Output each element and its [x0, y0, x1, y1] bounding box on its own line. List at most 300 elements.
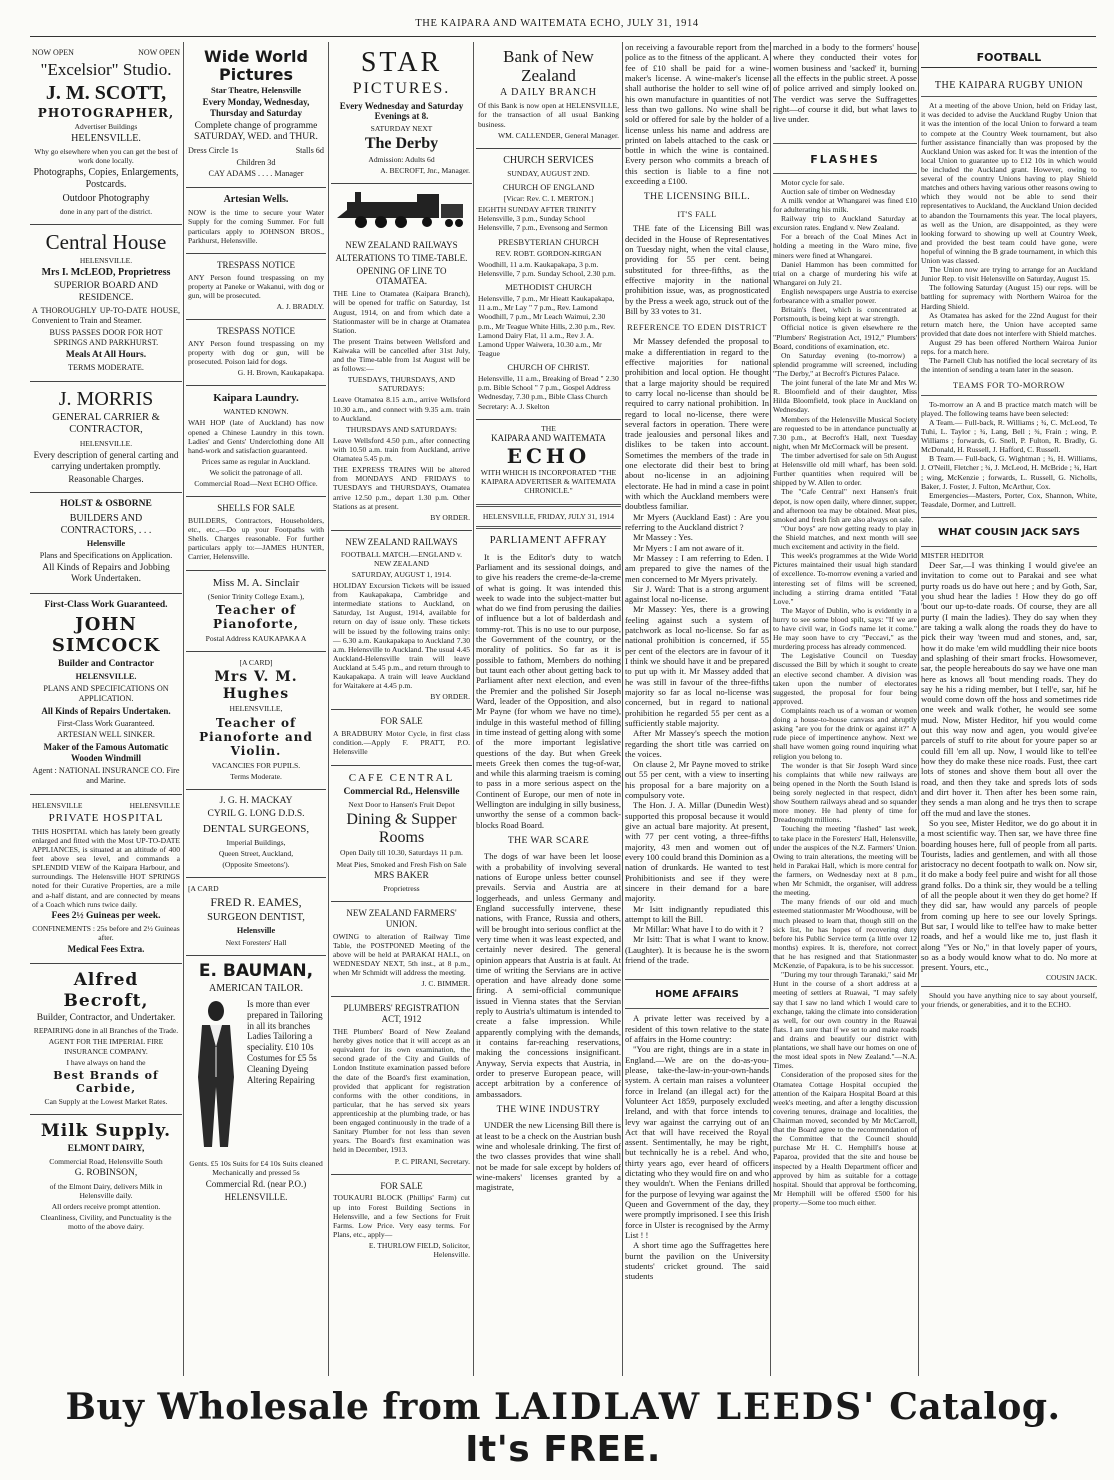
christ-title: CHURCH OF CHRIST. — [507, 362, 590, 373]
footer-post: Catalog. — [889, 1386, 1061, 1428]
dental-buildings: Imperial Buildings, — [226, 837, 286, 847]
wide-world-days: Every Monday, Wednesday, Thursday and Saturday — [202, 97, 310, 119]
rail-days: TUESDAYS, THURSDAYS, AND SATURDAYS: — [347, 375, 456, 394]
becroft-ad — [30, 964, 182, 1115]
artesian-text: NOW is the time to secure your Water Supply for the coming Summer. For full particulars apply to JOHNSON BROS., Parkhurst, Helensville. — [188, 208, 324, 245]
shells-title: SHELLS FOR SALE — [217, 503, 295, 514]
flash-item: Auction sale of timber on Wednesday — [781, 186, 896, 196]
teams-text: To-morrow an A and B practice match match will be played. The following teams have been selected: — [921, 399, 1097, 418]
cousin-jack-to: MISTER HEDITOR — [921, 550, 984, 560]
bauman-gents: Gents. £5 10s Suits for £4 10s Suits cleaned Mechanically and pressed 5s — [189, 1159, 323, 1178]
rugby-union-text-2: The Union now are trying to arrange for an Auckland Junior Rep. to visit Helensville on Saturday, August 15. — [921, 265, 1097, 284]
star-title: STAR — [360, 47, 443, 78]
masthead-the: THE — [541, 423, 556, 433]
header-rule — [30, 36, 1096, 37]
eden-dialogue: Mr Massey : Yes. — [633, 532, 693, 543]
sale2-text: TOUKAURI BLOCK (Phillips' Farm) cut up into Forest Building Sections in Helensville, and a few Sections for Fruit Farms. Low Price. Very easy terms. For Plans, etc., apply— — [333, 1193, 470, 1239]
hughes-town: HELENSVILLE, — [229, 704, 283, 714]
morris-town: HELENSVILLE. — [79, 439, 133, 449]
flash-item: This week's programmes at the Wide World Pictures maintained their usual high standard of excellence. To-morrow evening a varied and interesting set of films will be screened, including a stirring drama entitled "Fatal Love." — [773, 551, 917, 606]
cafe-name: CAFE CENTRAL — [348, 771, 455, 784]
rail2-order: BY ORDER. — [430, 692, 470, 702]
cafe-meat: Meat Pies, Smoked and Fresh Fish on Sale — [336, 859, 467, 869]
war-title: THE WAR SCARE — [507, 836, 590, 847]
rugby-union-text-6: The Parnell Club has notified the local secretary of its the intention of sending a team later in the season. — [921, 356, 1097, 375]
milk-orders: All orders receive prompt attention. — [51, 1201, 161, 1211]
union-title: NEW ZEALAND FARMERS' UNION. — [346, 908, 457, 929]
hughes-ad — [186, 652, 326, 790]
simcock-repairs: All Kinds of Repairs Undertaken. — [41, 705, 171, 716]
rugby-union-text-4: As Otamatea has asked for the 22nd August for their return match here, the Union have accepted same provided that date does not interfere with Shield matches. — [921, 310, 1097, 338]
eames-trade: SURGEON DENTIST, — [207, 911, 305, 923]
eames-name: FRED R. EAMES, — [210, 895, 302, 910]
farmers-union-notice — [331, 902, 472, 997]
footer-pre: Buy Wholesale from — [65, 1386, 481, 1428]
rail-text-1: THE Line to Otamatea (Kaipara Branch), will be opened for traffic on Saturday, 1st August, 1914, on and from which date a Stationmaster will be in charge at Otamatea Station. — [333, 289, 470, 335]
hospital-town: HELENSVILLE — [32, 800, 83, 810]
central-town: HELENSVILLE. — [79, 256, 133, 266]
simcock-maker: Maker of the Famous Automatic Wooden Windmill — [43, 742, 169, 764]
dental-opposite: (Opposite Smeetons'). — [222, 860, 290, 870]
cousin-jack-title: WHAT COUSIN JACK SAYS — [938, 526, 1080, 538]
trespass-signature: G. H. Brown, Kaukapakapa. — [237, 368, 324, 378]
star-days: Every Wednesday and Saturday Evenings at 8. — [339, 100, 464, 122]
studio-name: "Excelsior" Studio. — [40, 59, 172, 79]
milk-text: of the Elmont Dairy, delivers Milk in Helensville daily. — [49, 1181, 163, 1200]
simcock-agent: Agent : NATIONAL INSURANCE CO. Fire and Marine. — [32, 765, 180, 785]
railways-football — [331, 531, 472, 711]
eden-dialogue: After Mr Massey's speech the motion regarding the short title was carried on the voices. — [625, 728, 769, 759]
trespass-title: TRESPASS NOTICE — [217, 259, 295, 270]
rugby-union-title: THE KAIPARA RUGBY UNION — [934, 80, 1084, 92]
milk-name: G. ROBINSON, — [74, 1168, 138, 1179]
becroft-carbide-note: Can Supply at the Lowest Market Rates. — [44, 1097, 168, 1107]
morris-charges: Reasonable Charges. — [68, 473, 144, 484]
shells-text: BUILDERS, Contractors, Householders, etc., etc.,—Do up your Footpaths with Shells. Charges reasonable. For further particulars apply to:—JAMES HUNTER, Carrier, Helensville. — [188, 516, 324, 562]
union-signature: J. C. BIMMER. — [421, 979, 470, 989]
eden-dialogue: Mr Massey : I am referring to Eden. I am prepared to give the names of the men concerned to Mr Myers privately. — [625, 552, 769, 584]
morris-trade: GENERAL CARRIER & CONTRACTOR, — [52, 411, 160, 436]
wide-world-children: Children 3d — [236, 157, 276, 167]
home-affairs-title: HOME AFFAIRS — [655, 989, 739, 1001]
laundry-text: WAH HOP (late of Auckland) has now opened a Chinese Laundry in this town. Ladies' and Gents' Underclothing done All hand-work and satisfaction guaranteed. — [188, 418, 324, 455]
football-title: FOOTBALL — [921, 48, 1097, 68]
eden-dialogue: Mr Isitt indignantly repudiated this attempt to kill the Bill. — [625, 903, 769, 924]
flash-item: On Saturday evening (to-morrow) a splendid programme will screened, including "The Derby," at Becroft's Pictures Palace. — [773, 350, 917, 378]
rail-express: THE EXPRESS TRAINS Will be altered from MONDAYS AND FRIDAYS to TUESDAYS and THURSDAYS, Otamatea arrive 12.50 p.m., depart 1.30 p.m. Other Stations as at present. — [333, 465, 470, 511]
laundry-prices: Prices same as regular in Auckland. — [201, 456, 311, 466]
eden-dialogue: Mr Millar: What have I to do with it ? — [633, 924, 764, 935]
becroft-name: Alfred Becroft, — [63, 970, 149, 1011]
plumbers-signature: P. C. PIRANI, Secretary. — [394, 1156, 470, 1166]
rail-order: BY ORDER. — [430, 512, 470, 522]
sinclair-trade: Teacher of Pianoforte, — [213, 602, 299, 632]
flash-item: The Mayor of Dublin, who is evidently in a hurry to see some blood spilt, says: "If we are to have civil war, in God's name let it come." He may soon have to cry "Peccavi," as the murdering process has already commenced. — [773, 605, 917, 652]
home-affairs-quote-2: A short time ago the Suffragettes here burnt the pavilion on the University students' cricket ground. The said students — [625, 1240, 769, 1282]
wide-world-dress: Dress Circle 1s — [188, 145, 239, 155]
hospital-text: THIS HOSPITAL which has lately been greatly enlarged and fitted with the Most UP-TO-DATE APPLIANCES, is situated at an altitude of 400 feet above sea level, and commands a SPLENDID VIEW of the Kaipara Harbour, and surroundings. The Helensville HOT SPRINGS noted for their Curative Properties, are a mile and a-half distant, and are connected by means of a Coach which runs twice daily. — [32, 826, 180, 909]
flash-item: English newspapers urge Austria to exercise forbearance with a smaller power. — [773, 287, 917, 306]
eames-town: Helensville — [236, 926, 276, 936]
railways-otamatea — [331, 234, 472, 531]
christ-text: Helensville, 11 a.m., Breaking of Bread " 2.30 p.m. Bible School " 7 p.m., Gospel Address Wednesday, 7.30 p.m., Bible Class Church Secretary: A. J. Skelton — [478, 374, 619, 411]
flash-item: The Legislative Council on Tuesday discussed the Bill by which it sought to create an elective second chamber. A division was taken upon the number of electorates suggested, the proposal for four being approved. — [773, 651, 917, 706]
trespass-2 — [186, 320, 326, 386]
pres-title: PRESBYTERIAN CHURCH — [498, 236, 599, 247]
column-rule — [183, 42, 184, 1376]
team-a: A Team.— Full-back, R. Williams ; ¾, C. McLeod, Te Tuhi, L. Taylor ; ¾, Lang, Bell ; ¾, Frain ; wing, P. Williams ; forwards, G. Snell, P. Fulton, R. Bradly, G. McDonald, H. Russell, J. Hafford, C. Russell. — [921, 417, 1097, 455]
church-date: SUNDAY, AUGUST 2ND. — [507, 168, 590, 178]
hospital-confinements: CONFINEMENTS : 25s before and 2½ Guineas after. — [32, 924, 180, 943]
cafe-hours: Open Daily till 10.30, Saturdays 11 p.m. — [340, 848, 463, 858]
trespass-1 — [186, 254, 326, 320]
rail-text-2: The present Trains between Wellsford and Kaiwaka will be cancelled after 31st July, and the Time-table from 1st August will be as follows:— — [333, 336, 470, 374]
eames-ad — [186, 878, 326, 956]
hospital-title: PRIVATE HOSPITAL — [48, 811, 164, 824]
flash-item: Railway trip to Auckland Saturday at excursion rates. England v. New Zealand. — [773, 214, 917, 233]
flash-item: A milk vendor at Whangarei was fined £10 for adulterating his milk. — [773, 195, 917, 215]
rail2-date: SATURDAY, AUGUST 1, 1914. — [351, 569, 452, 579]
flash-item: The joint funeral of the late Mr and Mrs W. R. Bloomfield and of their daughter, Miss Hilda Bloomfield, took place in Auckland on Wednesday. — [773, 378, 917, 415]
flash-item: Britain's fleet, which is concentrated at Portsmouth, is being kept at war strength. — [773, 305, 917, 324]
wide-world-ad — [186, 42, 326, 188]
rail-opening: OPENING OF LINE TO OTAMATEA. — [356, 265, 447, 287]
hospital-fees: Fees 2½ Guineas per week. — [51, 910, 161, 921]
becroft-agent: AGENT FOR THE IMPERIAL FIRE INSURANCE COMPANY. — [48, 1037, 164, 1056]
sinclair-ad — [186, 571, 326, 652]
scott-services: Photographs, Copies, Enlargements, Postcards. — [33, 167, 179, 191]
dateline: HELENSVILLE, FRIDAY, JULY 31, 1914 — [482, 511, 615, 521]
hospital-ad — [30, 795, 182, 965]
morris-text: Every description of general carting and carrying undertaken promptly. — [33, 450, 179, 471]
central-buss: BUSS PASSES DOOR FOR HOT SPRINGS AND PARKHURST. — [49, 327, 163, 347]
holst-trade: BUILDERS AND CONTRACTORS, . . . — [60, 512, 152, 536]
rugby-union-text: At a meeting of the above Union, held on Friday last, it was decided to advise the Auckland Rugby Union that it was the intention of the local Union to forward a team to compete at the Country Week tournament, but also further assistance financially than was proposed by the Auckland Union was asked for. It was the intention of the local Union to guarantee up to £12 10s in which would be included the Auckland grant. However, owing to several of the country Unions having to play Shield matches and others having various other reasons owing to which they would not be able to send their representatives to Auckland, the Auckland Union decided to abandon the Tournaments this year. The local players, as well as the Union, are disappointed, as they were looking forward to showing up well at Country Week, and provided the best team could have gone, were hopeful of winning the B grade tournament, in which this Union was classed. — [921, 101, 1097, 266]
hughes-name: Mrs V. M. Hughes — [214, 668, 298, 702]
footer-brand: LAIDLAW LEEDS' — [494, 1386, 877, 1428]
becroft-carbide-intro: I have always on hand the — [66, 1057, 146, 1067]
bauman-address: Commercial Rd. (near P.O.) — [205, 1179, 307, 1190]
star-next: SATURDAY NEXT — [370, 124, 433, 134]
page-header: THE KAIPARA AND WAITEMATA ECHO, JULY 31, 1914 — [415, 18, 699, 29]
column-5 — [625, 42, 769, 1376]
dental-ad — [186, 790, 326, 878]
column-6 — [773, 42, 917, 1376]
licensing-text: THE fate of the Licensing Bill was decided in the House of Representatives on Tuesday night, when the vital clause, providing for 55 per cent. being substituted for three-fifths, as the effective majority in the national prohibition issue, was, as prognosticated by the Press a week ago, struck out of the Bill by 33 votes to 31. — [625, 223, 769, 316]
bauman-trade: AMERICAN TAILOR. — [208, 983, 303, 995]
milk-motto: Cleanliness, Civility, and Punctuality is the motto of the above dairy. — [40, 1212, 172, 1231]
rail2-title: NEW ZEALAND RAILWAYS — [345, 536, 458, 547]
cafe-dining: Dining & Supper Rooms — [346, 811, 457, 846]
becroft-trade: Builder, Contractor, and Undertaker. — [36, 1012, 176, 1023]
teams-title: TEAMS FOR TO-MORROW — [952, 380, 1066, 391]
plumbers-title: PLUMBERS' REGISTRATION ACT, 1912 — [343, 1003, 460, 1025]
laundry-address: Commercial Road—Next ECHO Office. — [194, 479, 318, 489]
cousin-jack-text: Deer Sar,—I was thinking I would give'ee an invitation to come out to Parakai and see what purty roads us do have out here ; and by Goth, Sar, you shud hear the ladies ! How they do go off 'bout our up-to-date roads. Of course, they are all purty (I main the ladies). They do say when they are taking a walk along the roads they do have to pick their way 'tween mud and stones, and, sar, how it do make 'em wild muddling their nice boots and splashing of their smart frocks. Howsomever, sar, the people hereabouts do say we have one man here as knows all 'bout mending roads. They do say he his a riding member, but I tell'e, sar, hif he would come down off the hoss and sometimes ride one week and walk t'other, he would see some mud. Now, Mister Heditor, hif you would come out this way now and agen, you would give'ee parcels of stuff to rite about for youre paper so ar could fill 'em all up. Now, I would like to tell'ee how they do make these nice roads. Fust, thee cart lots of stones and shove them bout all over the road, and then they take and spreds lots of sods and dirt hover it. Then after hes been some rain, they sends a man along and he trys then to scrape off the mud and lave the stones. — [921, 560, 1097, 818]
column-rule — [473, 42, 474, 1376]
holst-name: HOLST & OSBORNE — [60, 499, 152, 510]
church-title: CHURCH SERVICES — [503, 154, 594, 166]
flash-item: The "Cafe Central" next Hansen's fruit depot, is now open daily, where dinner, supper, and afternoon tea may be obtained. Meat pies, smoked and fresh fish are also always on sale. — [773, 487, 917, 524]
licensing-title: THE LICENSING BILL. — [643, 192, 751, 203]
affray-text: It is the Editor's duty to watch Parliament and its sessional doings, and to give his readers the creme-de-la-creme of what is going. It was intended this week to wade into the subject-matter but what do we find from perusing the dailies of influence but a lot of balderdash and tommy-rot. This is no use to our purpose, the Government of the country, or the morality of politics. So far as it is possible to fathom, Members do nothing but taunt each other about getting back to Parliament after next election, and even the Premier and the polished Sir Joseph Ward, leader of the Opposition, and also Mr Payne (for whom we have no time), indulge in this wasteful method of filling in time instead of getting along with some of the more important legislative questions of the day. But when Greek meets Greek then comes the tug-of-war, and while this alarming traeism is coming to pass in a more serious aspect on the Continent of Europe, our men of note in Wellington are indulging in silly business, unworthy the sense of a common back-blocks Road Board. — [476, 551, 621, 830]
now-open: NOW OPEN — [32, 48, 74, 57]
sale-title: FOR SALE — [380, 716, 423, 727]
simcock-town: HELENSVILLE. — [75, 672, 137, 682]
rail-alterations: ALTERATIONS TO TIME-TABLE. — [335, 252, 468, 263]
home-affairs-text: A private letter was received by a resident of this town relative to the state of affairs in the Home country: — [625, 1013, 769, 1045]
cafe-proprietress: Proprietress — [383, 884, 420, 894]
flash-item: "Our boys" are now getting ready to play in the Shield matches, and next month will see much excitement and activity in the field. — [773, 523, 917, 552]
flash-item: Complaints reach us of a woman or women doing a house-to-house canvass and abruptly asking "are you for the drink or against it?" A rude piece of impertinence anyhow. Next we shall have women going round inquiring what religion you belong to. — [773, 706, 917, 761]
long-name: CYRIL G. LONG D.D.S. — [207, 809, 305, 820]
wide-world-theatre: Star Theatre, Helensville — [211, 85, 301, 96]
masthead-echo: ECHO — [506, 443, 591, 468]
column-rule — [622, 42, 623, 1376]
coe-text: EIGHTH SUNDAY AFTER TRINITY Helensville, 3 p.m., Sunday School Helensville, 7 p.m., Evensong and Sermon — [478, 205, 608, 233]
now-open: NOW OPEN — [138, 48, 180, 57]
meth-title: METHODIST CHURCH — [505, 282, 592, 293]
cafe-next-door: Next Door to Hansen's Fruit Depot — [348, 800, 455, 810]
wide-world-change: Complete change of programme SATURDAY, WED. and THUR. — [194, 120, 318, 143]
column-4 — [476, 42, 621, 1376]
central-house-ad — [30, 225, 182, 381]
masthead — [476, 420, 621, 499]
flash-item: Touching the meeting "flashed" last week, to take place in the Foresters' Hall, Helensville, under the auspices of the N.Z. Farmers' Union. Owing to train alterations, the meeting will be held in Parakai Hall, which is more central for the farmers, on Wednesday next at 8 p.m., when Mr Schmidt, the organiser, will address the meeting. — [773, 824, 917, 898]
eden-dialogue: Mr Myers (Auckland East) : Are you referring to the Auckland district ? — [625, 511, 769, 532]
flashes-title: FLASHES — [810, 152, 880, 166]
star-manager: A. BECROFT, Jnr., Manager. — [380, 165, 470, 175]
hughes-vacancies: VACANCIES FOR PUPILS. — [211, 760, 301, 770]
scott-address: Advertiser Buildings — [74, 122, 138, 132]
war-text: The dogs of war have been let loose with a probability of involving several nations of Europe unless better counsel prevails. Servia and Austria are at loggerheads, and unless Germany and England successfully intervene, these nations, with France, Russia and others, will be brought into serious conflict at the very time when it was least expected, and certainly never desired. The general opinion appears that Austria is at fault. At time of writing the Servians are in active operation and have already done some firing. A semi-official communique issued in Vienna states that the Servian reply to Austria's ultimatum is intended to create a false impression. While apparently complying with the demands, it contains far-reaching reservations, making the concessions insignificant. Anyway, Servia expects that Austria, in order to preserve European peace, will accept arbitration by a conference of ambassadors. — [476, 851, 621, 1099]
laundry-ad — [186, 386, 326, 497]
star-pictures-ad — [331, 42, 472, 184]
sale-text: A BRADBURY Motor Cycle, in first class condition.—Apply F. PRATT, P.O. Helensville — [333, 729, 470, 757]
eden-text: Mr Massey defended the proposal to make a differentiation in regard to the effective majorities for national prohibition and local option. He thought that a large majority should be required to carry local no-license than should be required to carry national prohibition. In regard to local no-license, there were several factors in operation. There were trade jealousies and personal likes and dislikes to be taken into account. Sometimes the members of the trade in one electorate did their best to bring about no-license in an adjoining electorate. He had in mind a case in point with which the Auckland members were doubtless familiar. — [625, 336, 769, 512]
central-superior: SUPERIOR BOARD AND RESIDENCE. — [54, 281, 158, 303]
scott-outdoor-note: done in any part of the district. — [59, 207, 153, 217]
rugby-union-text-5: August 29 has been offered Northern Wairoa Junior reps. for a match here. — [921, 338, 1097, 357]
bank-text: Of this Bank is now open at HELENSVILLE, for the transaction of all usual Banking business. — [478, 101, 619, 129]
wine-title: THE WINE INDUSTRY — [496, 1104, 601, 1115]
flash-item: Official notice is given elsewhere re the "Plumbers' Registration Act, 1912," Plumbers' Board, conditions of examination, etc. — [773, 323, 917, 351]
trespass-signature: A. J. BRADLY. — [276, 301, 324, 311]
coe-title: CHURCH OF ENGLAND — [502, 181, 595, 192]
scott-town: HELENSVILLE. — [71, 133, 141, 145]
footer-free: It's FREE. — [465, 1429, 661, 1470]
artesian-title: Artesian Wells. — [223, 194, 289, 206]
church-services — [476, 149, 621, 420]
morris-ad — [30, 382, 182, 494]
rail2-text: HOLIDAY Excursion Tickets will be issued from Kaukapakapa, Cambridge and intermediate stations to Auckland, on Saturday, 1st August, 1914, available for return on day of issue only. These tickets will be issued by the following trains only:— 6.30 a.m. Kaukapakapa to Auckland 7.30 a.m. Helensville to Auckland. The usual 4.45 Auckland-Helensville train will leave Auckland at 5.45 p.m., and return through to Kaukapakapa. A train will leave Auckland for Waitakere at 4.45 p.m. — [333, 581, 470, 691]
rail-title: NEW ZEALAND RAILWAYS — [345, 240, 458, 251]
rugby-union-text-3: The following Saturday (August 15) our reps. will be battling for supremacy with Northern Wairoa for the Harding Shield. — [921, 283, 1097, 311]
hughes-card: [A CARD] — [239, 657, 273, 667]
meth-text: Helensville, 7 p.m., Mr Hieatt Kaukapakapa, 11 a.m., Mr Lay " 7 p.m., Rev. Lamond Woodhill, 7 p.m., Mr Leach Waimui, 2.30 p.m., Mr Teague White Hills, 2.30 p.m., Rev. Lamond Dairy Flat, 11 a.m., Rev J. A. Lamond Upper Waiwera, 10.30 a.m., Mr Teague — [478, 294, 616, 358]
motorcycle-sale — [331, 710, 472, 765]
plumbers-text: THE Plumbers' Board of New Zealand hereby gives notice that it will accept as an equivalent for its own examination, the second grade of the City and Guilds of London Institute examination passed before the date of the Board's first examination, provided that applicant for registration conforms with the other conditions, in particular, that he has served six years apprenticeship at the plumbing trade, or has been engaged continuously in the trade of a Sanitary Plumber for not less than seven years. The Board's first examination was held in December, 1913. — [333, 1027, 470, 1155]
cafe-central-ad — [331, 766, 472, 903]
central-meals: Meals At All Hours. — [65, 349, 147, 360]
locomotive-illustration — [337, 188, 467, 230]
sinclair-address: Postal Address KAUKAPAKA A — [205, 633, 307, 643]
wide-world-stalls: Stalls 6d — [295, 145, 324, 155]
bauman-text: Is more than ever prepared in Tailoring in all its branches Ladies Tailoring a speciality. £10 10s Costumes for £5 5s Cleaning Dyeing Altering Repairing — [247, 999, 323, 1085]
becroft-carbide: Best Brands of Carbide, — [53, 1068, 159, 1095]
hospital-medical: Medical Fees Extra. — [67, 944, 145, 955]
bank-branch: A DAILY BRANCH — [499, 87, 598, 99]
laundry-solicit: We solicit the patronage of all. — [209, 468, 303, 478]
licensing-subtitle: IT'S FALL — [677, 209, 717, 219]
wine-continued: on receiving a favourable report from the police as to the fitness of the applicant. A fee of £10 shall be paid for a wine-maker's license. A wine-maker's license shall authorise the holder to sell wine of his own manufacture in quantities of not less than two gallons. No wine shall be sold or offered for sale by the holder of a license unless his name and address are printed on labels attached to the cask or bottle in which the wine is contained. Every person who commits a breach of this section is liable to a fine not exceeding a £100. — [625, 42, 769, 187]
star-admission: Admission: Adults 6d — [368, 154, 435, 164]
coe-vicar: [Vicar: Rev. C. I. MERTON.] — [503, 194, 594, 204]
plumbers-notice — [331, 997, 472, 1174]
rail-days-2: THURSDAYS AND SATURDAYS: — [346, 424, 457, 434]
sinclair-quals: (Senior Trinity College Exam.), — [207, 591, 305, 601]
mackay-name: J. G. H. MACKAY — [219, 795, 293, 806]
pres-rev: REV. ROBT. GORDON-KIRGAN — [495, 248, 602, 258]
scott-ad — [30, 42, 182, 225]
flash-item: Motor cycle for sale. — [781, 177, 845, 187]
rail-text-3: Leave Otamatea 8.15 a.m., arrive Wellsford 10.30 a.m., and connect with 9.35 a.m. train to Auckland. — [333, 395, 470, 423]
flash-item: Members of the Helensville Musical Society are requested to be in attendance punctually at 7.30 p.m., at Becroft's Hall, next Tuesday night, when Mr McCormack will be present. — [773, 414, 917, 451]
simcock-name: JOHN SIMCOCK — [51, 613, 161, 657]
flashes-list — [773, 178, 917, 1207]
sinclair-name: Miss M. A. Sinclair — [212, 576, 300, 589]
hughes-trade: Teacher of Pianoforte and Violin. — [199, 715, 313, 759]
bauman-ad — [186, 956, 326, 1211]
morris-name: J. MORRIS — [58, 387, 154, 410]
becroft-repairing: REPAIRING done in all Branches of the Trade. — [33, 1026, 179, 1036]
team-b: B Team.— Full-back, G. Wightman ; ¾, H. Williams, J. O'Neill, Fletcher ; ¾, J. McLeod, H. McBride ; ¾, Hart ; wing, McKenzie ; forwards, L. Russell, G. Nicholls, Baker, J. Foster, J. Fulton, McArthur, Cox. — [921, 454, 1097, 491]
scott-name: J. M. SCOTT, — [45, 81, 167, 104]
holst-ad — [30, 493, 182, 594]
land-sale — [331, 1175, 472, 1268]
rail-text-4: Leave Wellsford 4.50 p.m., after connecting with 10.50 a.m. train from Auckland, arrive Otamatea 5.45 p.m. — [333, 435, 470, 464]
tailor-figure-illustration — [188, 997, 244, 1157]
flash-item: For a breach of the Coal Mines Act in holding a meeting in the Waro mine, five miners were fined at Whangarei. — [773, 232, 917, 260]
wide-world-manager: CAY ADAMS . . . . Manager — [208, 169, 304, 179]
home-affairs-continued: marched in a body to the formers' house where they conducted their votes for women business and 'sacked' it, burning all the effects in the public street. A posse of police arrived and simply looked on. The verdict was serve the Suffragettes right—of course it did, but what laws to live under. — [773, 42, 917, 125]
bauman-town: HELENSVILLE. — [224, 1192, 288, 1203]
eden-dialogue: Sir J. Ward: That is a strong argument against local no-license. — [625, 583, 769, 605]
eames-card: [A CARD — [188, 884, 219, 894]
milk-ad — [30, 1115, 182, 1239]
dental-trade: DENTAL SURGEONS, — [202, 822, 310, 835]
eden-dialogue: Mr Massey: Yes, there is a growing feeling against such a system of patchwork as local no-license. So far as national prohibition is concerned, if 55 per cent of the electors are in favour of it I think we should have it and be prepared to put up with it. Mr Massey added that he was still in favour of the three-fifths majority so far as local no-license was concerned, but in regard to national prohibition he regarded 55 per cent as a sufficiently stable majority. — [625, 604, 769, 728]
simcock-trade: Builder and Contractor — [58, 658, 154, 669]
flash-item: The timber advertised for sale on 5th August at Helensville old mill wharf, has been sold. Further quantities when required will be shipped by W. Allen to order. — [773, 450, 917, 488]
artesian-ad — [186, 188, 326, 253]
simcock-well: ARTESIAN WELL SINKER. — [57, 730, 155, 740]
star-film: The Derby — [364, 135, 439, 153]
central-text: A THOROUGHLY UP-TO-DATE HOUSE, Convenient to Train and Steamer. — [32, 306, 180, 326]
bank-ad — [476, 42, 621, 149]
flash-item: The many friends of our old and much esteemed stationmaster Mr Woodhouse, will be much pleased to learn that, though still on the sick list, he has hopes of recovering duty before his Public Service term (a little over 12 months) expires. It is, therefore, not correct that he has resigned and that Stationmaster McKenzie, of Papakura, is to be his successor. — [773, 897, 917, 971]
wine-text: UNDER the new Licensing Bill there is at least to be a check on the Austrian bush wine and wholesale drinking. The first of the two classes provides that wine shall not be made for sale except by holders of wine-makers' licenses granted by a magistrate, — [476, 1120, 621, 1193]
milk-address: Commercial Road, Helensville South — [49, 1157, 163, 1167]
star-subtitle: PICTURES. — [352, 80, 451, 98]
hospital-town: HELENSVILLE — [129, 800, 180, 810]
trespass-title: TRESPASS NOTICE — [217, 325, 295, 336]
cousin-jack-signature: COUSIN JACK. — [1045, 972, 1097, 982]
home-affairs-quote: "You are right, things are in a state in England.—We are on the do-as-you-please, take-the-law-in-your-own-hands system. A certain man raises a volunteer force in Ireland (an illegal act) for the Volunteer Act 1859, purposely excluded Ireland, and with that force intends to levy war against the carrying out of an Act that will have received the Royal assent. Sentimentally, he may be right, but technically he is a rebel. And who, thirty years ago, ever heard of officers dictating who they would fire on and who they wouldn't. When the Fenians drilled for the purpose of levying war against the Queen and Government of the day, they were promptly imprisoned. I see this Irish force in Ulster is recognised by the Army List ! ! — [625, 1044, 769, 1240]
trespass-text: ANY Person found trespassing on my property with dog or gun, will be prosecuted. Poison laid for dogs. — [188, 338, 324, 366]
column-1 — [30, 42, 182, 1376]
eames-address: Next Foresters' Hall — [225, 938, 287, 948]
masthead-incorporated: WITH WHICH IS INCORPORATED "THE KAIPARA ADVERTISER & WAITEMATA CHRONICLE." — [480, 467, 617, 495]
masthead-title: KAIPARA AND WAITEMATA — [491, 432, 606, 443]
central-terms: TERMS MODERATE. — [68, 363, 144, 373]
column-rule — [770, 42, 771, 1376]
holst-town: Helensville — [86, 538, 126, 548]
simcock-guarantee: First-Class Work Guaranteed. — [44, 600, 168, 611]
holst-repairs: All Kinds of Repairs and Jobbing Work Undertaken. — [42, 562, 170, 584]
simcock-plans: PLANS AND SPECIFICATIONS ON APPLICATION. — [43, 684, 169, 703]
column-rule — [918, 42, 919, 1376]
flash-item: Daniel Hammon has been committed for trial on a charge of murdering his wife at Whangarei on July 21. — [773, 259, 917, 287]
team-emergencies: Emergencies—Masters, Porter, Cox, Shannon, White, Teasdale, Dormer, and Luttrell. — [921, 490, 1097, 509]
bank-signature: WM. CALLENDER, General Manager. — [497, 130, 619, 140]
milk-dairy: ELMONT DAIRY, — [67, 1143, 145, 1154]
rail2-match: FOOTBALL MATCH.—ENGLAND v. NEW ZEALAND — [340, 549, 463, 568]
sale2-signature: E. THURLOW FIELD, Solicitor, Helensville. — [368, 1241, 470, 1260]
scott-trade: PHOTOGRAPHER, — [37, 105, 175, 120]
flash-item: "During my tour through Taranaki," said Mr Hunt in the course of a short address at a meeting of settlers at Ruawai, "I may safely say that I saw no land which I would care to exchange, taking the climate into consideration as well, for our own country in the Ruawai flats. I am sure that if we set to and make roads and drains and beautify our district with plantations, we shall have our homes on one of the most ideal spots in New Zealand."—N.A. Times. — [773, 970, 917, 1071]
hughes-terms: Terms Moderate. — [230, 771, 282, 781]
cousin-jack-text-2: So you see, Mister Heditor, we do go about it in a most scientific way. Then sar, we have three fine boarding houses here, full of people from all parts. Tourists, ladies and gentlemen, and with all those aristocracy no decent footpath to walk on. Now sir, it do make a body feel puire and wisht for all those grand folks. Do a think sir, they would be a telling of all the people about it wen they do get home? If they did sar, haw would any parcels of people from coming up here to see our lovely Springs. But sar, I would like to tell'ee haw to make better roads, and hef a would like me to, just flash it along "Yes or No," in that lovely paper of yours, so as a body would know what to do. No more at present. Yours, etc., — [921, 817, 1097, 973]
holst-text: Plans and Specifications on Application. — [39, 550, 173, 560]
column-rule — [328, 42, 329, 1376]
sale2-title: FOR SALE — [380, 1180, 423, 1191]
shells-ad — [186, 497, 326, 570]
eden-dialogue: On clause 2, Mr Payne moved to strike out 55 per cent, with a view to inserting his proposal for a bare majority on a compulsory vote. — [625, 759, 769, 801]
bauman-name: E. BAUMAN, — [198, 961, 314, 982]
dental-address: Queen Street, Auckland, — [218, 849, 294, 859]
union-text: OWING to alteration of Railway Time Table, the POSTPONED Meeting of the above will be held at PARAKAI HALL, on WEDNESDAY NEXT, 5th inst., at 8 p.m., when Mr Schmidt will address the meeting. — [333, 931, 470, 978]
trespass-text: ANY Person found trespassing on my property at Paneke or Wakanui, with dog or gun, will be prosecuted. — [188, 272, 324, 300]
eden-dialogue: Mr Myers : I am not aware of it. — [633, 542, 744, 553]
laidlaw-leeds-banner — [30, 1386, 1096, 1470]
flash-item: The wonder is that Sir Joseph Ward since his complaints that while new railways are being opened in the North the South Island is being sorely neglected in that respect, didn't show Southern railways ahead and so squander more money. He had plenty of time for Dreadnought millions. — [773, 760, 917, 825]
wide-world-title: Wide World Pictures — [204, 47, 308, 84]
laundry-title: Kaipara Laundry. — [213, 392, 299, 405]
eden-dialogue: The Hon. J. A. Millar (Dunedin West) supported this proposal because it would give an actual bare majority. At present, with 77 per cent voting, a three-fifths majority, 43 men and women out of every 100 could brand this Dominion as a nation of drunkards. He wanted to test Prohibitionists and see if they were sincere in their demand for a bare majority. — [625, 800, 769, 904]
milk-title: Milk Supply. — [40, 1121, 172, 1142]
cousin-jack-note: Should you have anything nice to say about yourself, your friends, or generabities, and it to the ECHO. — [921, 990, 1097, 1009]
column-7 — [921, 42, 1097, 1376]
cafe-address: Commercial Rd., Helensville — [343, 786, 460, 797]
affray-title: PARLIAMENT AFFRAY — [489, 534, 608, 546]
bank-title: Bank of New Zealand — [503, 47, 594, 85]
laundry-wanted: WANTED KNOWN. — [223, 407, 289, 417]
simcock-ad — [30, 594, 182, 794]
central-title: Central House — [45, 230, 167, 255]
eden-dialogue: Mr Isitt: That is what I want to know. (Laughter). It is because he is the sworn friend of the trade. — [625, 934, 769, 966]
simcock-guarantee-2: First-Class Work Guaranteed. — [57, 718, 155, 728]
scott-why: Why go elsewhere when you can get the best of work done locally. — [34, 147, 178, 166]
scott-outdoor: Outdoor Photography — [62, 193, 150, 205]
flash-item: Consideration of the proposed sites for the Otamatea Cottage Hospital occupied the attention of the Kaipara Hospital Board at this week's meeting, and after a lengthy discussion covering tenures, drainage and localities, the Chairman moved, seconded by Mr McCarroll, that the Board agree to the recommendation of the Committee that the Council should purchase Mr H. C. Hemphill's house at Paparoa, provided that the site and house be inspected by a Health Department officer and approved by him as suitable for a cottage hospital. Should that approval be forthcoming, Mr Hemphill will be offered £500 for his property.—Some too much either. — [773, 1070, 917, 1207]
eden-title: REFERENCE TO EDEN DISTRICT — [627, 322, 767, 333]
column-2 — [186, 42, 326, 1376]
pres-text: Woodhill, 11 a.m. Kaukapakapa, 3 p.m. Helensville, 7 p.m. Sunday School, 2.30 p.m. — [478, 259, 616, 278]
cafe-proprietor: MRS BAKER — [374, 870, 429, 881]
column-3 — [331, 42, 472, 1376]
central-proprietor: Mrs I. McLEOD, Proprietress — [41, 267, 171, 279]
